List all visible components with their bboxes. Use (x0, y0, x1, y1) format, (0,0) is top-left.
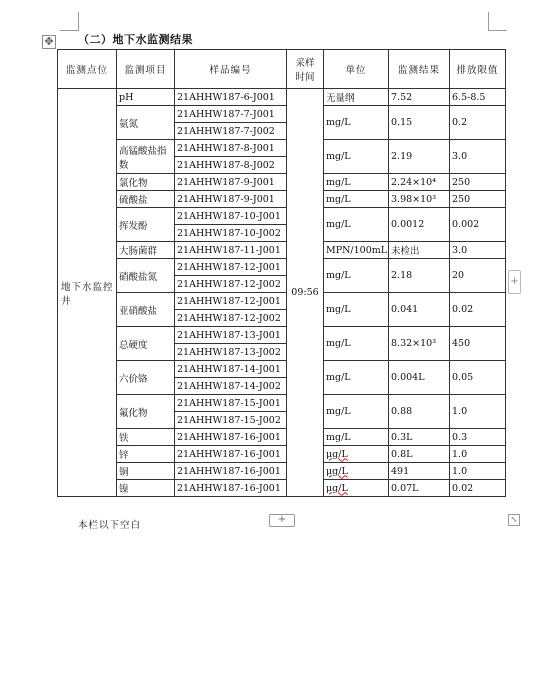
item-cell: 总硬度 (117, 327, 175, 361)
result-cell: 2.18 (389, 259, 450, 293)
table-header-row (58, 50, 506, 89)
unit-cell: mg/L (324, 429, 389, 446)
item-cell: 亚硝酸盐 (117, 293, 175, 327)
sample-id-cell: 21AHHW187-12-J002 (175, 310, 287, 327)
table-row (58, 208, 506, 225)
table-row (58, 89, 506, 106)
blank-below-note: 本栏以下空白 (78, 520, 142, 531)
limit-cell: 6.5-8.5 (450, 89, 506, 106)
item-cell: 硝酸盐氮 (117, 259, 175, 293)
limit-cell: 3.0 (450, 242, 506, 259)
unit-cell: mg/L (324, 293, 389, 327)
unit-cell-wrap (324, 480, 389, 497)
item-cell: 铁 (117, 429, 175, 446)
result-cell: 0.15 (389, 106, 450, 140)
item-cell: 锌 (117, 446, 175, 463)
table-row (58, 327, 506, 344)
table-row (58, 191, 506, 208)
sample-id-cell: 21AHHW187-12-J002 (175, 276, 287, 293)
sample-id-cell: 21AHHW187-8-J001 (175, 140, 287, 157)
sample-time-cell: 09:56 (287, 89, 324, 497)
sample-id-cell: 21AHHW187-14-J001 (175, 361, 287, 378)
result-cell: 0.0012 (389, 208, 450, 242)
table-row (58, 446, 506, 463)
table-row (58, 140, 506, 157)
sample-id-cell: 21AHHW187-8-J002 (175, 157, 287, 174)
sample-id-cell: 21AHHW187-14-J002 (175, 378, 287, 395)
sample-id-cell: 21AHHW187-13-J001 (175, 327, 287, 344)
header-limit: 排放限值 (450, 50, 506, 89)
item-cell: 氨氮 (117, 106, 175, 140)
item-cell: pH (117, 89, 175, 106)
item-cell: 氟化物 (117, 395, 175, 429)
sample-id-cell: 21AHHW187-15-J002 (175, 412, 287, 429)
unit-cell: μg/L (326, 482, 348, 494)
location-cell: 地下水监控井 (58, 89, 117, 497)
unit-cell: mg/L (324, 208, 389, 242)
page-corner-mark-left (60, 12, 79, 31)
table-row (58, 259, 506, 276)
item-cell: 高锰酸盐指数 (117, 140, 175, 174)
sample-id-cell: 21AHHW187-10-J001 (175, 208, 287, 225)
sample-id-cell: 21AHHW187-11-J001 (175, 242, 287, 259)
limit-cell: 250 (450, 191, 506, 208)
table-row (58, 480, 506, 497)
limit-cell: 0.2 (450, 106, 506, 140)
table-row (58, 361, 506, 378)
unit-cell: μg/L (326, 465, 348, 477)
limit-cell: 1.0 (450, 446, 506, 463)
limit-cell: 3.0 (450, 140, 506, 174)
sample-id-cell: 21AHHW187-16-J001 (175, 429, 287, 446)
page-corner-mark-right (488, 12, 507, 31)
result-cell: 8.32×10³ (389, 327, 450, 361)
limit-cell: 0.02 (450, 480, 506, 497)
result-cell: 491 (389, 463, 450, 480)
result-cell: 0.004L (389, 361, 450, 395)
unit-cell: MPN/100mL (324, 242, 389, 259)
sample-id-cell: 21AHHW187-7-J002 (175, 123, 287, 140)
item-cell: 氯化物 (117, 174, 175, 191)
table-row (58, 395, 506, 412)
add-row-icon[interactable]: + (269, 514, 295, 527)
sample-id-cell: 21AHHW187-9-J001 (175, 191, 287, 208)
limit-cell: 1.0 (450, 395, 506, 429)
limit-cell: 1.0 (450, 463, 506, 480)
sample-id-cell: 21AHHW187-12-J001 (175, 293, 287, 310)
header-sample-time: 采样 时间 (287, 50, 324, 89)
groundwater-results-table (57, 49, 506, 497)
unit-cell: 无量纲 (324, 89, 389, 106)
unit-cell: mg/L (324, 259, 389, 293)
limit-cell: 0.05 (450, 361, 506, 395)
sample-id-cell: 21AHHW187-16-J001 (175, 463, 287, 480)
unit-cell: mg/L (324, 361, 389, 395)
unit-cell: mg/L (324, 191, 389, 208)
result-cell: 0.07L (389, 480, 450, 497)
header-result: 监测结果 (389, 50, 450, 89)
table-resize-icon[interactable]: ⤡ (508, 514, 520, 526)
sample-id-cell: 21AHHW187-16-J001 (175, 480, 287, 497)
header-sample-id: 样品编号 (175, 50, 287, 89)
table-row (58, 174, 506, 191)
sample-id-cell: 21AHHW187-15-J001 (175, 395, 287, 412)
result-cell: 3.98×10³ (389, 191, 450, 208)
result-cell: 2.19 (389, 140, 450, 174)
sample-id-cell: 21AHHW187-9-J001 (175, 174, 287, 191)
item-cell: 六价铬 (117, 361, 175, 395)
header-location: 监测点位 (58, 50, 117, 89)
item-cell: 铜 (117, 463, 175, 480)
add-column-icon[interactable]: + (508, 270, 521, 294)
unit-cell: mg/L (324, 140, 389, 174)
limit-cell: 0.002 (450, 208, 506, 242)
sample-id-cell: 21AHHW187-10-J002 (175, 225, 287, 242)
limit-cell: 250 (450, 174, 506, 191)
result-cell: 未检出 (389, 242, 450, 259)
sample-id-cell: 21AHHW187-12-J001 (175, 259, 287, 276)
sample-id-cell: 21AHHW187-6-J001 (175, 89, 287, 106)
limit-cell: 450 (450, 327, 506, 361)
limit-cell: 0.3 (450, 429, 506, 446)
result-cell: 0.041 (389, 293, 450, 327)
table-row (58, 242, 506, 259)
unit-cell: mg/L (324, 106, 389, 140)
result-cell: 2.24×10⁴ (389, 174, 450, 191)
table-row (58, 106, 506, 123)
result-cell: 0.3L (389, 429, 450, 446)
unit-cell: μg/L (326, 448, 348, 460)
table-move-handle-icon[interactable]: ✥ (42, 35, 56, 49)
item-cell: 镍 (117, 480, 175, 497)
result-cell: 7.52 (389, 89, 450, 106)
limit-cell: 0.02 (450, 293, 506, 327)
header-item: 监测项目 (117, 50, 175, 89)
limit-cell: 20 (450, 259, 506, 293)
table-row (58, 429, 506, 446)
unit-cell: mg/L (324, 327, 389, 361)
sample-id-cell: 21AHHW187-16-J001 (175, 446, 287, 463)
unit-cell-wrap (324, 446, 389, 463)
result-cell: 0.8L (389, 446, 450, 463)
item-cell: 硫酸盐 (117, 191, 175, 208)
section-title: （二）地下水监测结果 (78, 33, 193, 46)
result-cell: 0.88 (389, 395, 450, 429)
unit-cell: mg/L (324, 174, 389, 191)
item-cell: 大肠菌群 (117, 242, 175, 259)
sample-id-cell: 21AHHW187-13-J002 (175, 344, 287, 361)
table-row (58, 463, 506, 480)
unit-cell: mg/L (324, 395, 389, 429)
header-unit: 单位 (324, 50, 389, 89)
item-cell: 挥发酚 (117, 208, 175, 242)
table-row (58, 293, 506, 310)
unit-cell-wrap (324, 463, 389, 480)
sample-id-cell: 21AHHW187-7-J001 (175, 106, 287, 123)
